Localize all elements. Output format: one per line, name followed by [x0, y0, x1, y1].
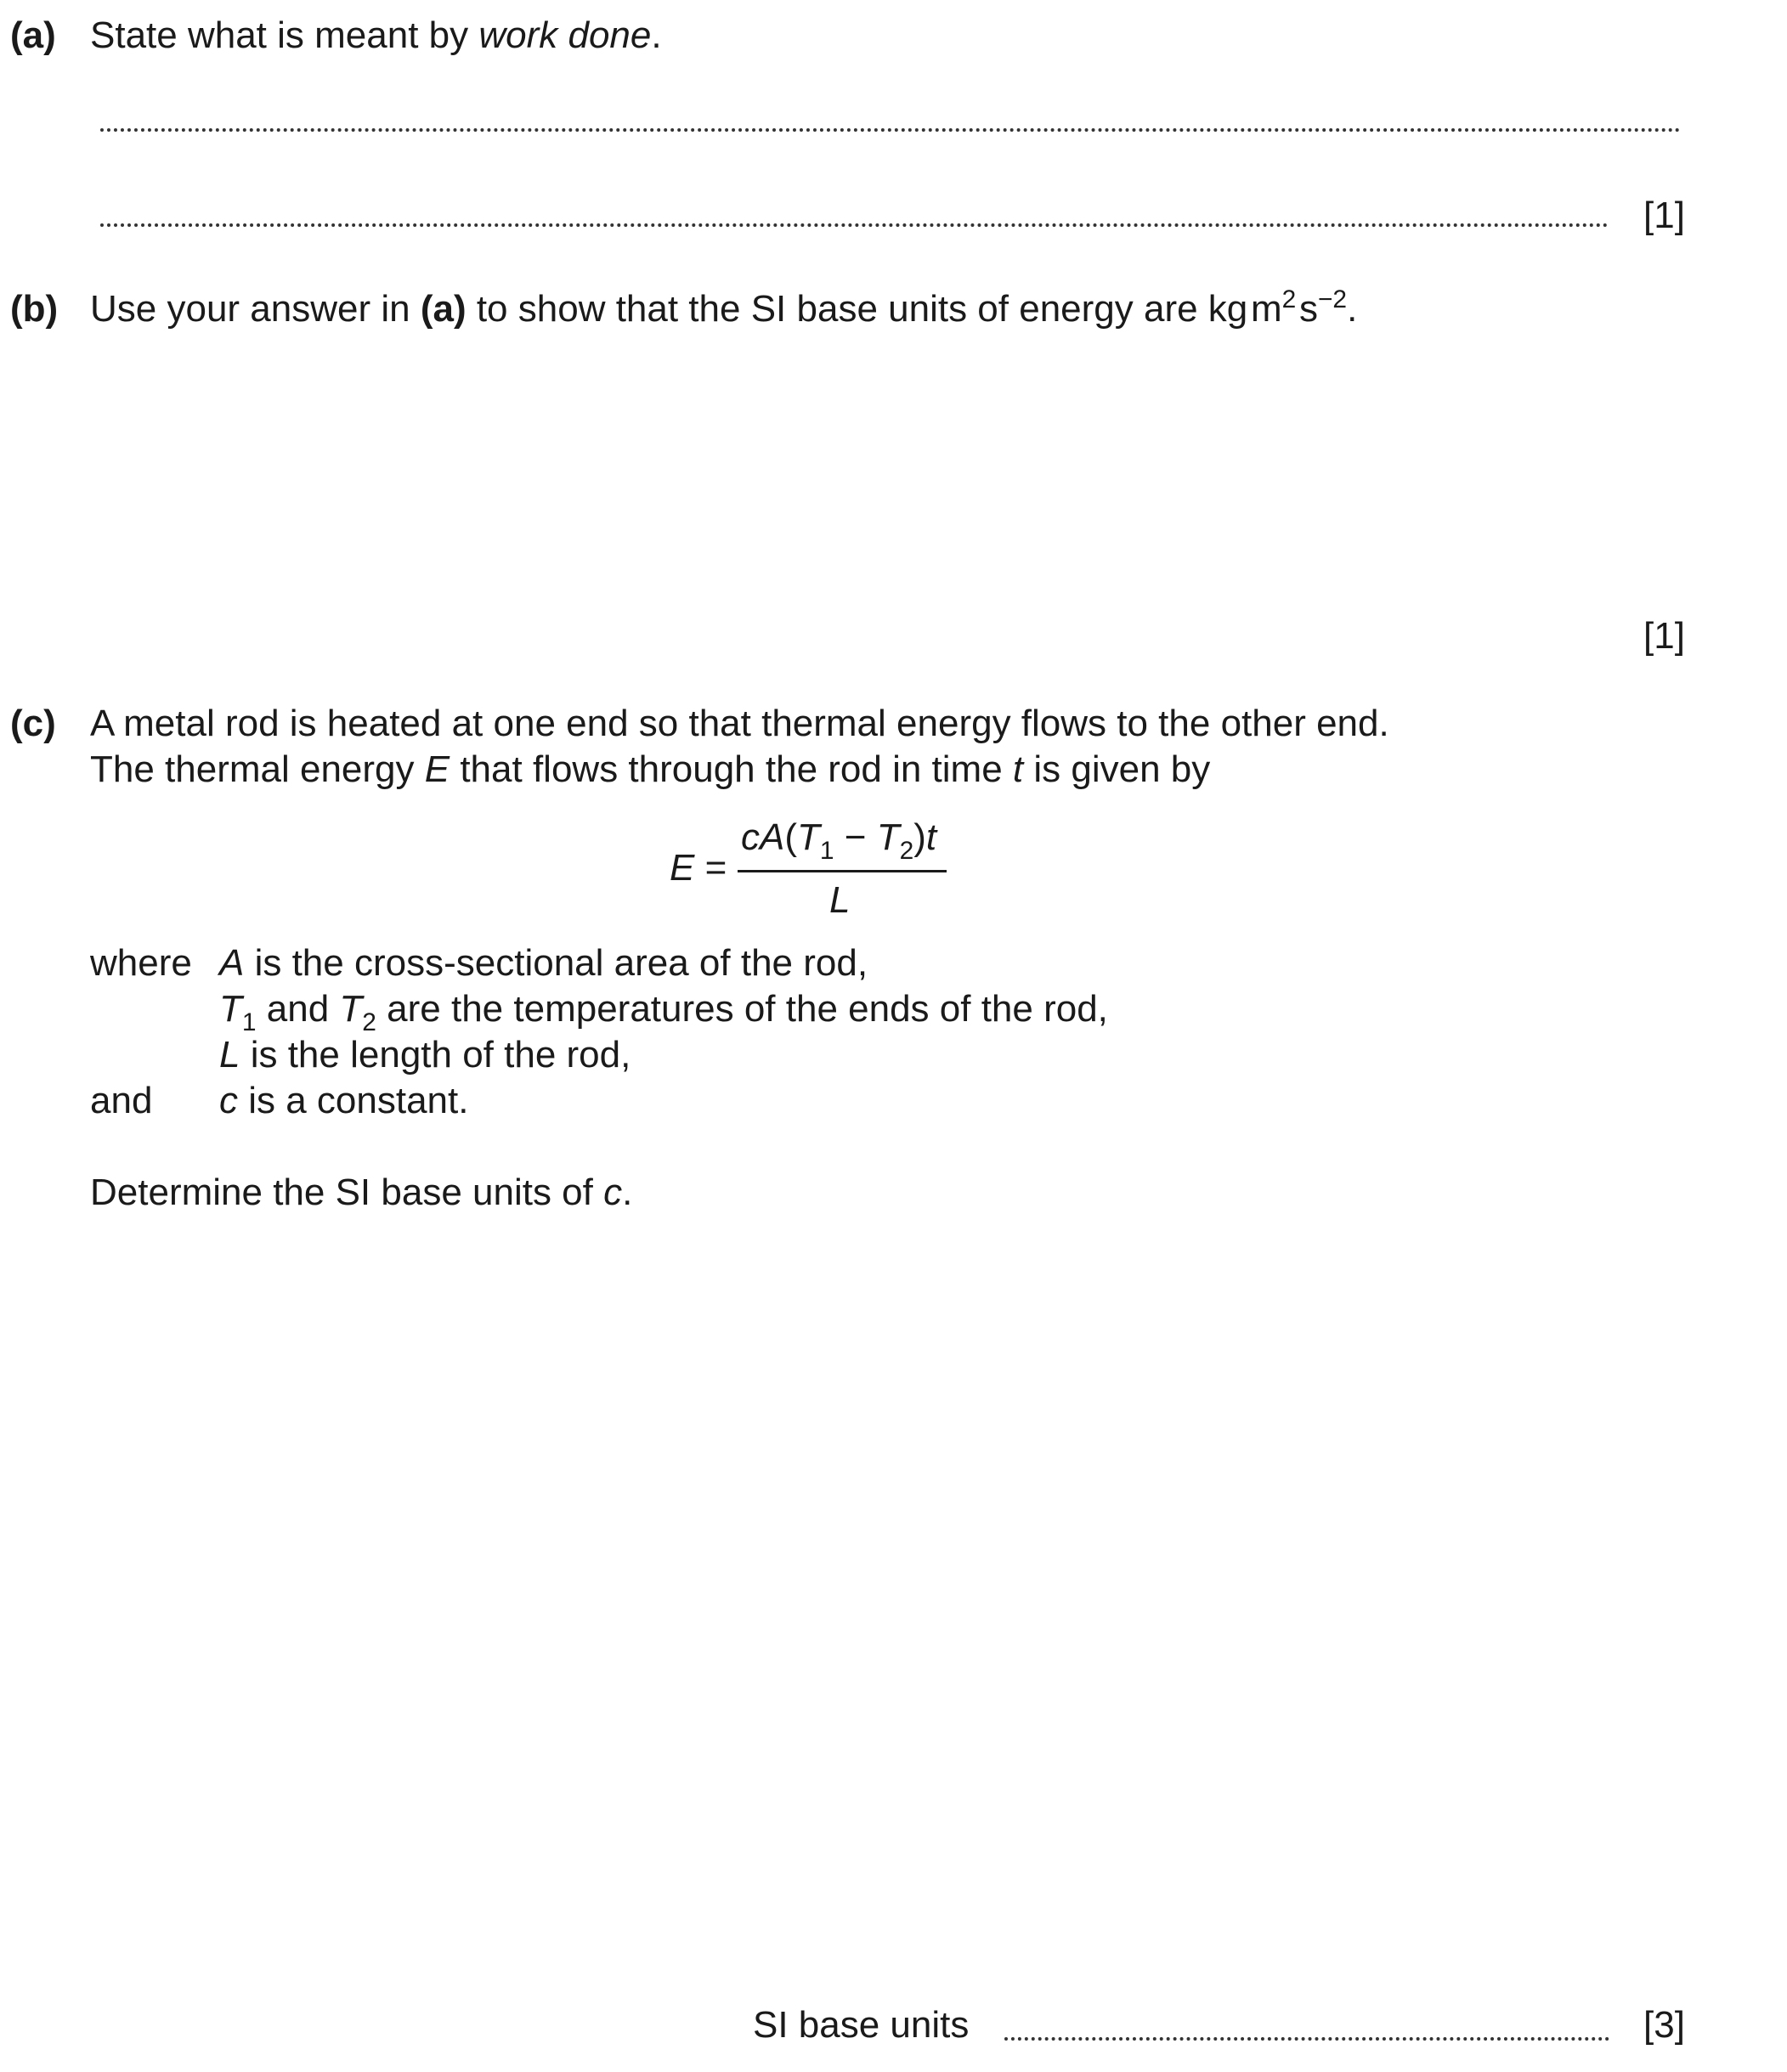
- part-b-label: (b): [10, 288, 59, 330]
- part-a-reference: (a): [420, 288, 467, 330]
- definition-c: c is a constant.: [219, 1080, 469, 1121]
- answer-line-a-1[interactable]: [100, 128, 1681, 132]
- definition-T1-T2: $T_1$ and $T_2$ are the temperatures of the ends of the rod,: [219, 988, 1108, 1037]
- part-a-label: (a): [10, 14, 56, 56]
- definition-A: A is the cross-sectional area of the rod,: [219, 942, 868, 984]
- fraction-bar: [738, 870, 947, 872]
- definition-L: L is the length of the rod,: [219, 1034, 631, 1076]
- equation-lhs: E =: [670, 847, 727, 889]
- si-base-units-label: SI base units: [753, 2004, 970, 2046]
- work-done-term: work done: [478, 14, 652, 56]
- determine-prompt: Determine the SI base units of c.: [90, 1171, 633, 1213]
- mark-c: [3]: [1643, 2004, 1685, 2046]
- part-c-line-1: A metal rod is heated at one end so that thermal energy flows to the other end.: [90, 703, 1389, 744]
- equation-numerator: $cA(T_1 - T_2)t$: [741, 816, 937, 866]
- and-word: and: [90, 1080, 153, 1121]
- mark-a: [1]: [1643, 195, 1685, 236]
- mark-b: [1]: [1643, 615, 1685, 657]
- equation-denominator: L: [829, 879, 851, 921]
- where-word: where: [90, 942, 192, 984]
- answer-line-a-2[interactable]: [100, 223, 1609, 227]
- working-space-c[interactable]: [100, 1240, 1681, 1988]
- working-space-b[interactable]: [100, 357, 1681, 578]
- part-a-prompt: State what is meant by work done.: [90, 14, 662, 56]
- part-c-line-2: The thermal energy E that flows through the rod in time t is given by: [90, 748, 1211, 790]
- si-base-units-answer-line[interactable]: [1004, 2037, 1609, 2041]
- part-c-label: (c): [10, 703, 56, 744]
- part-b-prompt: Use your answer in (a) to show that the SI base units of energy are kg $m^2$ $s^{-2}$.: [90, 285, 1358, 330]
